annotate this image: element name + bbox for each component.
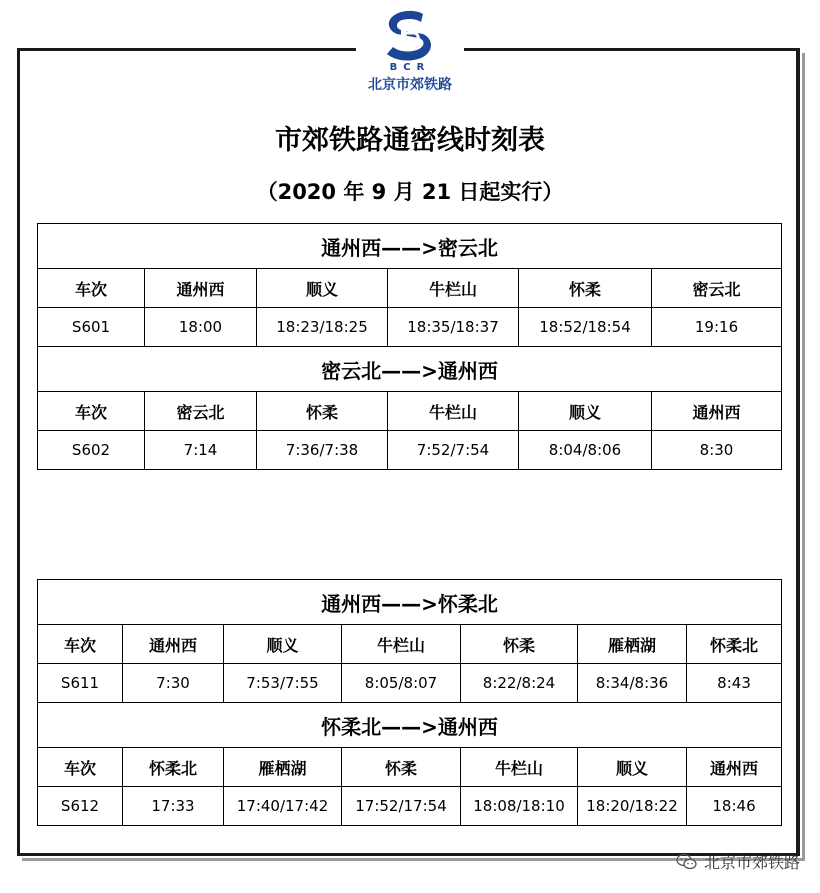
time-cell: 8:22/8:24 xyxy=(461,664,578,703)
time-cell: 17:52/17:54 xyxy=(342,787,461,826)
time-cell: 7:36/7:38 xyxy=(257,431,388,470)
time-cell: 18:23/18:25 xyxy=(257,308,388,347)
time-cell: 19:16 xyxy=(652,308,782,347)
time-cell: 8:04/8:06 xyxy=(519,431,652,470)
column-header: 通州西 xyxy=(145,269,257,308)
column-header: 车次 xyxy=(38,269,145,308)
column-header: 怀柔 xyxy=(461,625,578,664)
time-cell: 8:30 xyxy=(652,431,782,470)
time-cell: 17:33 xyxy=(123,787,224,826)
table-header-row xyxy=(38,625,782,664)
direction-heading: 密云北——>通州西 xyxy=(38,347,782,392)
time-cell: 7:14 xyxy=(145,431,257,470)
column-header: 怀柔 xyxy=(257,392,388,431)
column-header: 怀柔 xyxy=(519,269,652,308)
bcr-logo-icon xyxy=(379,8,441,64)
column-header: 通州西 xyxy=(687,748,782,787)
table-row xyxy=(38,664,782,703)
timetable-miyun xyxy=(37,223,782,470)
time-cell: 7:53/7:55 xyxy=(224,664,342,703)
column-header: 雁栖湖 xyxy=(578,625,687,664)
direction-heading: 通州西——>怀柔北 xyxy=(38,580,782,625)
table-row xyxy=(38,787,782,826)
logo xyxy=(356,8,464,104)
time-cell: 17:40/17:42 xyxy=(224,787,342,826)
column-header: 牛栏山 xyxy=(388,269,519,308)
column-header: 雁栖湖 xyxy=(224,748,342,787)
table-row xyxy=(38,308,782,347)
column-header: 牛栏山 xyxy=(388,392,519,431)
time-cell: 18:20/18:22 xyxy=(578,787,687,826)
page-title: 市郊铁路通密线时刻表 xyxy=(275,125,545,156)
train-number-cell: S612 xyxy=(38,787,123,826)
column-header: 车次 xyxy=(38,392,145,431)
direction-heading: 怀柔北——>通州西 xyxy=(38,703,782,748)
time-cell: 7:30 xyxy=(123,664,224,703)
logo-name: 北京市郊铁路 xyxy=(368,77,452,93)
time-cell: 18:00 xyxy=(145,308,257,347)
column-header: 牛栏山 xyxy=(342,625,461,664)
column-header: 顺义 xyxy=(257,269,388,308)
column-header: 车次 xyxy=(38,748,123,787)
watermark xyxy=(676,850,800,873)
column-header: 顺义 xyxy=(578,748,687,787)
wechat-icon xyxy=(676,853,698,871)
column-header: 通州西 xyxy=(123,625,224,664)
watermark-text: 北京市郊铁路 xyxy=(703,853,800,872)
column-header: 怀柔北 xyxy=(687,625,782,664)
train-number-cell: S611 xyxy=(38,664,123,703)
time-cell: 18:46 xyxy=(687,787,782,826)
time-cell: 8:05/8:07 xyxy=(342,664,461,703)
column-header: 车次 xyxy=(38,625,123,664)
time-cell: 18:35/18:37 xyxy=(388,308,519,347)
time-cell: 18:08/18:10 xyxy=(461,787,578,826)
time-cell: 8:43 xyxy=(687,664,782,703)
column-header: 顺义 xyxy=(224,625,342,664)
table-row xyxy=(38,431,782,470)
train-number-cell: S602 xyxy=(38,431,145,470)
train-number-cell: S601 xyxy=(38,308,145,347)
time-cell: 8:34/8:36 xyxy=(578,664,687,703)
time-cell: 7:52/7:54 xyxy=(388,431,519,470)
column-header: 牛栏山 xyxy=(461,748,578,787)
table-header-row xyxy=(38,748,782,787)
page-subtitle: （2020 年 9 月 21 日起实行） xyxy=(256,180,564,204)
column-header: 怀柔北 xyxy=(123,748,224,787)
column-header: 顺义 xyxy=(519,392,652,431)
direction-heading: 通州西——>密云北 xyxy=(38,224,782,269)
column-header: 密云北 xyxy=(652,269,782,308)
table-header-row xyxy=(38,269,782,308)
time-cell: 18:52/18:54 xyxy=(519,308,652,347)
column-header: 通州西 xyxy=(652,392,782,431)
column-header: 怀柔 xyxy=(342,748,461,787)
column-header: 密云北 xyxy=(145,392,257,431)
logo-abbr: BCR xyxy=(389,62,431,73)
timetable-huairou xyxy=(37,579,782,826)
table-header-row xyxy=(38,392,782,431)
